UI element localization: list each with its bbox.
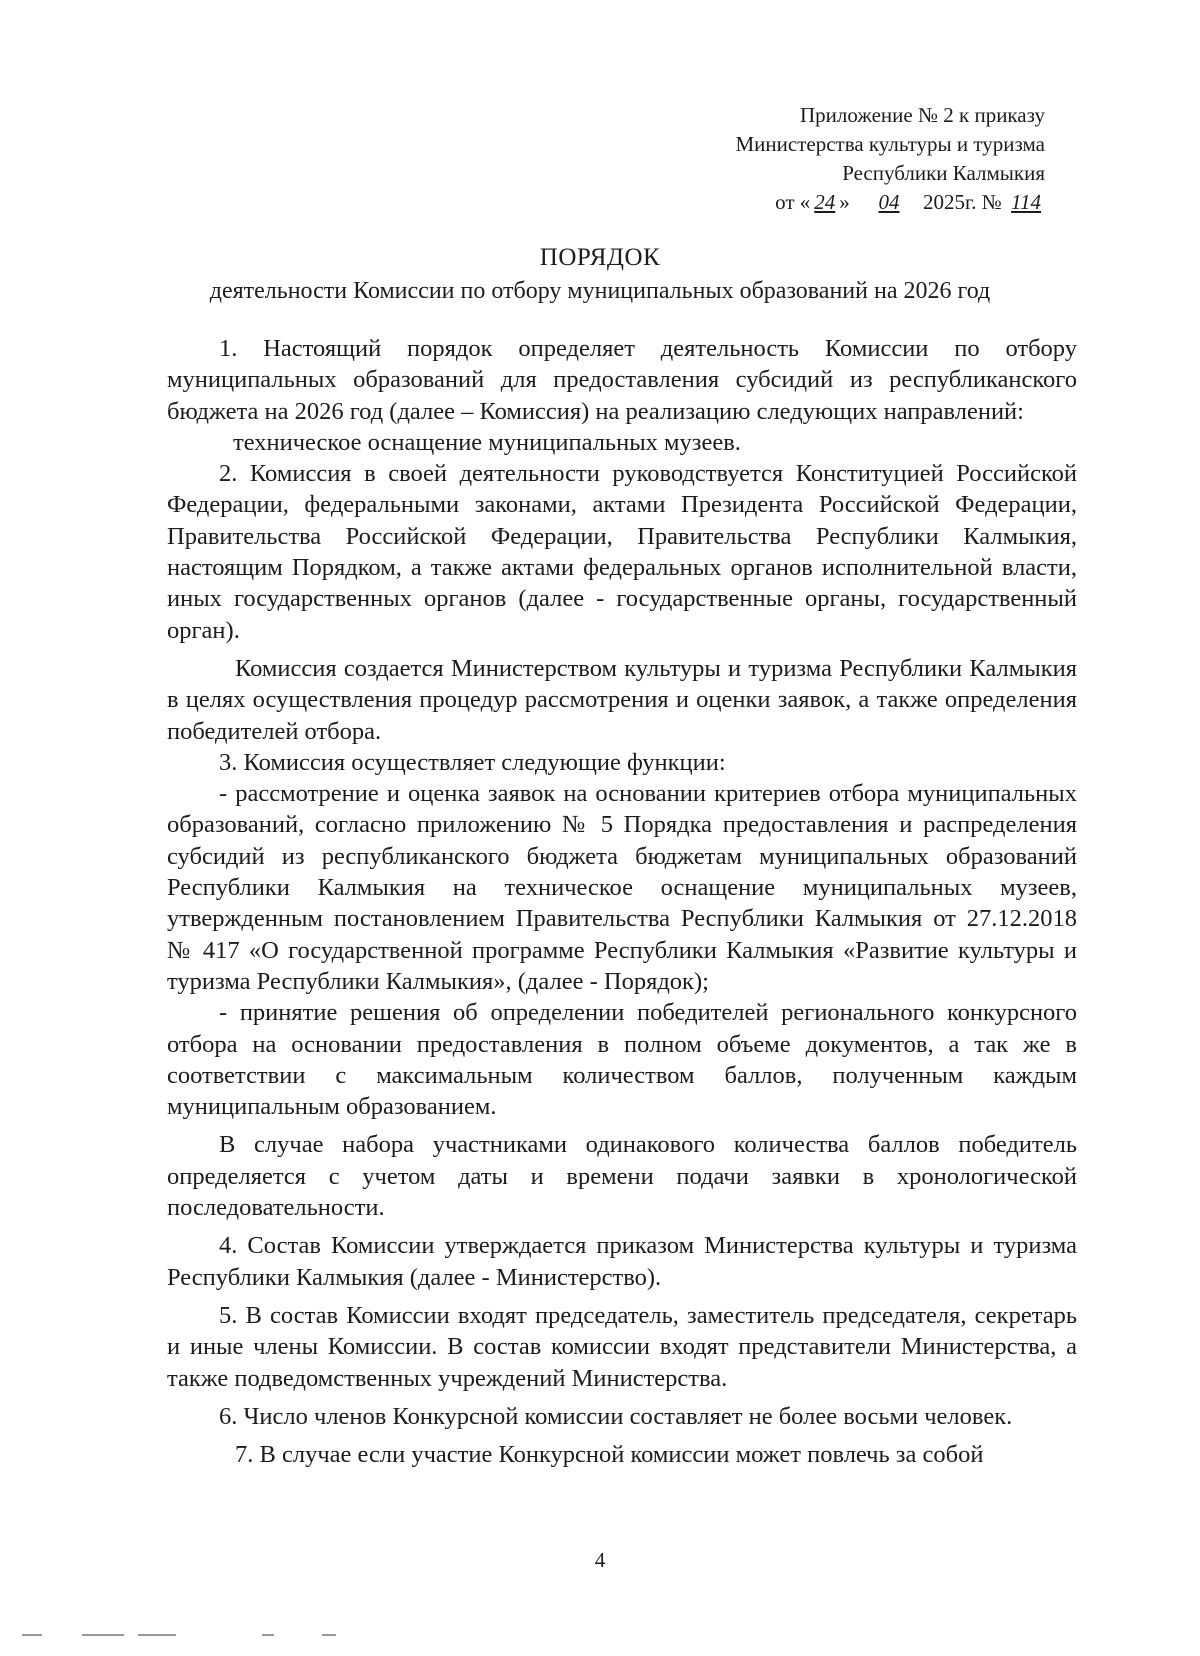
document-subtitle: деятельности Комиссии по отбору муниципальных образований на 2026 год [209, 278, 991, 304]
paragraph-7: 7. В случае если участие Конкурсной комиссии может повлечь за собой [235, 1441, 984, 1469]
paragraph-2-commission: Комиссия создается Министерством культуры и туризма Республики Калмыкия в целях осуществления процедур рассмотрения и оценки заявок, а также определения победителей отбора. [167, 654, 1077, 745]
paragraph-5: 5. В состав Комиссии входят председатель, заместитель председателя, секретарь и иные члены Комиссии. В состав комиссии входят представители Министерства, а также подведомственных учреждений Министерства. [167, 1301, 1077, 1392]
paragraph-1-direction: техническое оснащение муниципальных музеев. [233, 428, 741, 456]
scan-artifact [322, 1634, 336, 1636]
tie-break-paragraph: В случае набора участниками одинакового количества баллов победитель определяется с учетом даты и времени подачи заявки в хронологической последовательности. [167, 1131, 1077, 1222]
paragraph-6: 6. Число членов Конкурсной комиссии составляет не более восьми человек. [219, 1402, 1013, 1430]
appendix-line-3: Республики Калмыкия [842, 161, 1045, 185]
date-mid: » [839, 190, 850, 214]
scan-artifact [22, 1634, 42, 1636]
handwritten-day: 24 [814, 190, 836, 214]
appendix-header [735, 101, 1045, 217]
function-item-1: - рассмотрение и оценка заявок на основании критериев отбора муниципальных образований, согласно приложению № 5 Порядка предоставления и распределения субсидий из республиканского бюджета бюджетам муниципальных образований Республики Калмыкия на техническое оснащение муниципальных музеев, утвержденным постановлением Правительства Республики Калмыкия от 27.12.2018 № 417 «О государственной программе Республики Калмыкия «Развитие культуры и туризма Республики Калмыкия», (далее - Порядок); [167, 780, 1077, 995]
page-number: 4 [594, 1548, 606, 1572]
paragraph-3: 3. Комиссия осуществляет следующие функции: [219, 748, 726, 776]
scan-artifact [82, 1634, 124, 1636]
year-text: 2025г. № [923, 190, 1002, 214]
handwritten-order-number: 114 [1011, 190, 1041, 214]
date-prefix: от « [775, 190, 811, 214]
function-item-2: - принятие решения об определении победителей регионального конкурсного отбора на основании предоставления в полном объеме документов, а так же в соответствии с максимальным количеством баллов, полученным каждым муниципальным образованием. [167, 999, 1077, 1121]
document-title: ПОРЯДОК [539, 244, 661, 271]
scan-artifact [138, 1634, 176, 1636]
paragraph-4: 4. Состав Комиссии утверждается приказом Министерства культуры и туризма Республики Калмыкия (далее - Министерство). [167, 1232, 1077, 1291]
document-body [167, 333, 1077, 1470]
scan-artifact [262, 1634, 274, 1636]
paragraph-2: 2. Комиссия в своей деятельности руководствуется Конституцией Российской Федерации, федеральными законами, актами Президента Российской Федерации, Правительства Российской Федерации, Правительства Республики Калмыкия, настоящим Порядком, а также актами федеральных органов исполнительной власти, иных государственных органов (далее - государственные органы, государственный орган). [167, 460, 1077, 644]
paragraph-1: 1. Настоящий порядок определяет деятельность Комиссии по отбору муниципальных образований для предоставления субсидий из республиканского бюджета на 2026 год (далее – Комиссия) на реализацию следующих направлений: [167, 335, 1077, 425]
handwritten-month: 04 [878, 190, 900, 214]
order-date-line [735, 188, 1045, 217]
appendix-line-1: Приложение № 2 к приказу [800, 103, 1045, 127]
appendix-line-2: Министерства культуры и туризма [735, 132, 1045, 156]
